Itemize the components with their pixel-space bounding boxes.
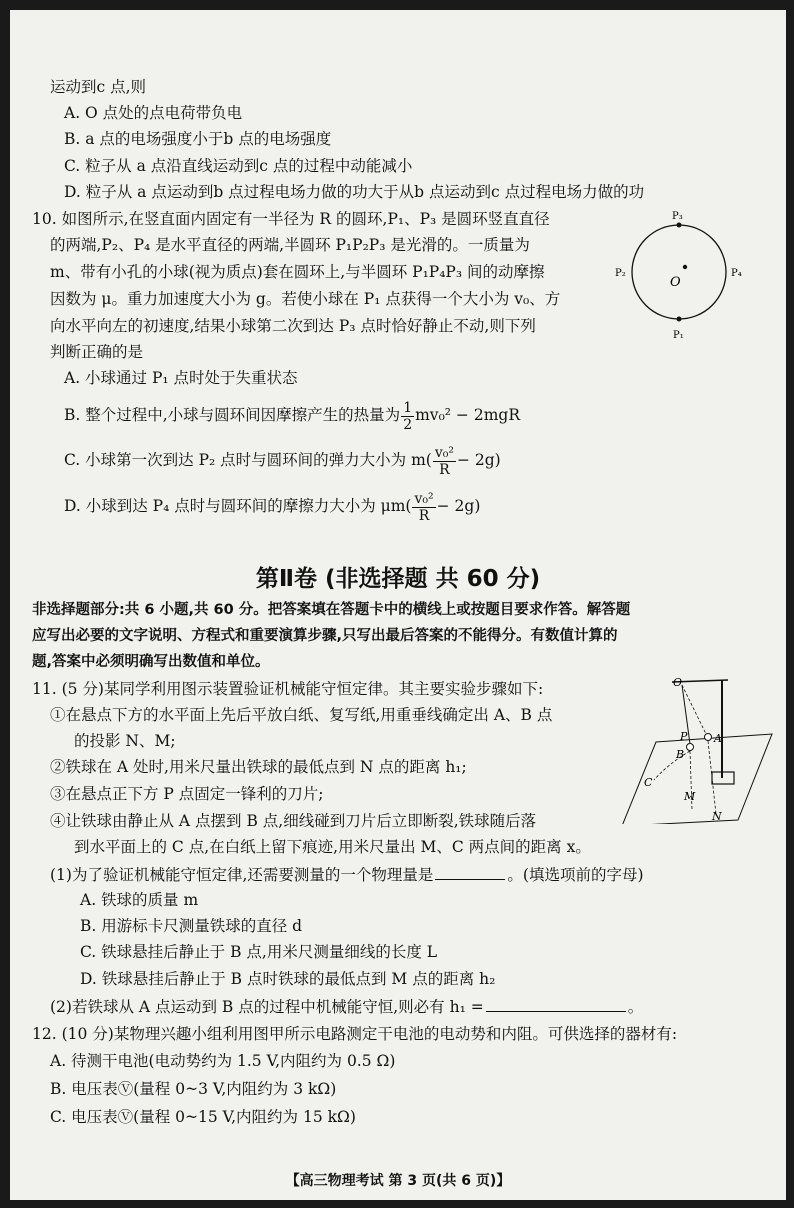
q10-d-fraction <box>412 491 435 524</box>
q11-step: ①在悬点下方的水平面上先后平放白纸、复写纸,用重垂线确定出 A、B 点 <box>50 706 553 724</box>
q11-step: ②铁球在 A 处时,用米尺量出铁球的最低点到 N 点的距离 h₁; <box>50 758 467 776</box>
label-o: O <box>670 275 681 290</box>
q12-item-b: B. 电压表Ⓥ(量程 0~3 V,内阻约为 3 kΩ) <box>50 1080 337 1098</box>
q9-line: 运动到c 点,则 <box>50 78 147 96</box>
q10-line: 10. 如图所示,在竖直面内固定有一半径为 R 的圆环,P₁、P₃ 是圆环竖直直径 <box>32 210 550 228</box>
section-title: 第Ⅱ卷 (非选择题 共 60 分) <box>255 566 541 592</box>
q11-q2-text: (2)若铁球从 A 点运动到 B 点的过程中机械能守恒,则必有 h₁ = <box>50 998 484 1016</box>
q12-item-c: C. 电压表Ⓥ(量程 0~15 V,内阻约为 15 kΩ) <box>50 1108 356 1126</box>
p3-point <box>677 223 682 228</box>
q9-option-d: D. 粒子从 a 点运动到b 点过程电场力做的功大于从b 点运动到c 点过程电场力做的功 <box>64 183 645 201</box>
q10-option-a: A. 小球通过 P₁ 点时处于失重状态 <box>64 369 298 387</box>
q11-step: ④让铁球由静止从 A 点摆到 B 点,细线碰到刀片后立即断裂,铁球随后落 <box>50 812 537 830</box>
label-c: C <box>644 776 653 789</box>
q11-subquestion-1 <box>50 863 644 886</box>
q10-d-tail: − 2g) <box>436 497 481 515</box>
q11-step: ③在悬点正下方 P 点固定一锋利的刀片; <box>50 785 324 803</box>
q11-q1-text: (1)为了验证机械能守恒定律,还需要测量的一个物理量是 <box>50 866 434 884</box>
q9-option-c: C. 粒子从 a 点沿直线运动到c 点的过程中动能减小 <box>64 157 413 175</box>
q9-option-a: A. O 点处的点电荷带负电 <box>64 104 243 122</box>
section-intro: 非选择题部分:共 6 小题,共 60 分。把答案填在答题卡中的横线上或按题目要求作答。解答题 <box>32 602 631 618</box>
q11-option-d: D. 铁球悬挂后静止于 B 点时铁球的最低点到 M 点的距离 h₂ <box>80 970 496 988</box>
q11-step: 到水平面上的 C 点,在白纸上留下痕迹,用米尺量出 M、C 两点间的距离 x。 <box>74 838 591 856</box>
ring-figure <box>615 208 745 340</box>
q10-line: 因数为 μ。重力加速度大小为 g。若使小球在 P₁ 点获得一个大小为 v₀、方 <box>50 290 561 308</box>
q12-line: 12. (10 分)某物理兴趣小组利用图甲所示电路测定干电池的电动势和内阻。可供选择的器材有: <box>32 1025 678 1043</box>
q9-option-b: B. a 点的电场强度小于b 点的电场强度 <box>64 130 332 148</box>
answer-blank[interactable] <box>435 863 505 880</box>
q10-b-tail: mv₀² − 2mgR <box>415 406 520 424</box>
q10-c-tail: − 2g) <box>456 451 501 469</box>
label-m: M <box>684 790 696 803</box>
section-intro: 应写出必要的文字说明、方程式和重要演算步骤,只写出最后答案的不能得分。有数值计算的 <box>32 628 618 644</box>
exam-page <box>10 10 786 1200</box>
label-b: B <box>676 748 685 761</box>
pendulum-figure <box>620 668 780 824</box>
q11-q2-tail: 。 <box>627 998 644 1016</box>
page-footer: 【高三物理考试 第 3 页(共 6 页)】 <box>285 1173 511 1189</box>
q10-line: 向水平向左的初速度,结果小球第二次到达 P₃ 点时恰好静止不动,则下列 <box>50 317 536 335</box>
q11-line: 11. (5 分)某同学利用图示装置验证机械能守恒定律。其主要实验步骤如下: <box>32 680 544 698</box>
label-p: P <box>680 730 688 743</box>
label-p3: P₃ <box>672 211 683 222</box>
p1-point <box>677 317 682 322</box>
q10-b-fraction <box>401 400 414 433</box>
ball-trajectory <box>654 751 690 780</box>
q10-c-text: C. 小球第一次到达 P₂ 点时与圆环间的弹力大小为 m( <box>64 451 432 469</box>
label-a: A <box>714 732 722 745</box>
q10-option-b <box>64 397 520 433</box>
plumb-line-n <box>708 741 716 814</box>
label-n: N <box>712 810 722 823</box>
fraction-denominator: R <box>418 507 430 524</box>
fraction-denominator: 2 <box>403 416 413 433</box>
q11-option-a: A. 铁球的质量 m <box>80 891 199 909</box>
ball-b <box>687 744 694 751</box>
q12-item-a: A. 待测干电池(电动势约为 1.5 V,内阻约为 0.5 Ω) <box>50 1052 396 1070</box>
label-p4: P₄ <box>731 268 742 279</box>
q10-d-text: D. 小球到达 P₄ 点时与圆环间的摩擦力大小为 μm( <box>64 497 412 515</box>
q11-option-b: B. 用游标卡尺测量铁球的直径 d <box>80 917 303 935</box>
answer-blank[interactable] <box>486 995 626 1012</box>
ring-circle <box>632 225 726 319</box>
section-intro: 题,答案中必须明确写出数值和单位。 <box>32 654 270 670</box>
q11-subquestion-2 <box>50 995 643 1018</box>
q11-step: 的投影 N、M; <box>74 732 176 750</box>
fraction-numerator: 1 <box>403 399 413 416</box>
q11-q1-tail: 。(填选项前的字母) <box>507 866 644 884</box>
q10-line: 的两端,P₂、P₄ 是水平直径的两端,半圆环 P₁P₂P₃ 是光滑的。一质量为 <box>50 236 530 254</box>
q10-option-c <box>64 442 501 478</box>
center-point <box>683 265 687 269</box>
q10-b-text: B. 整个过程中,小球与圆环间因摩擦产生的热量为 <box>64 406 401 424</box>
fraction-denominator: R <box>439 461 450 478</box>
q11-option-c: C. 铁球悬挂后静止于 B 点,用米尺测量细线的长度 L <box>80 943 438 961</box>
label-p1: P₁ <box>673 330 684 340</box>
fraction-numerator: v₀² <box>434 444 454 461</box>
q10-c-fraction <box>433 445 456 478</box>
q10-line: 判断正确的是 <box>50 343 144 361</box>
q10-line: m、带有小孔的小球(视为质点)套在圆环上,与半圆环 P₁P₄P₃ 间的动摩擦 <box>50 263 545 281</box>
ball-a <box>705 734 712 741</box>
label-o: O <box>673 676 683 689</box>
fraction-numerator: v₀² <box>414 490 434 507</box>
q10-option-d <box>64 488 480 524</box>
label-p2: P₂ <box>615 268 626 279</box>
